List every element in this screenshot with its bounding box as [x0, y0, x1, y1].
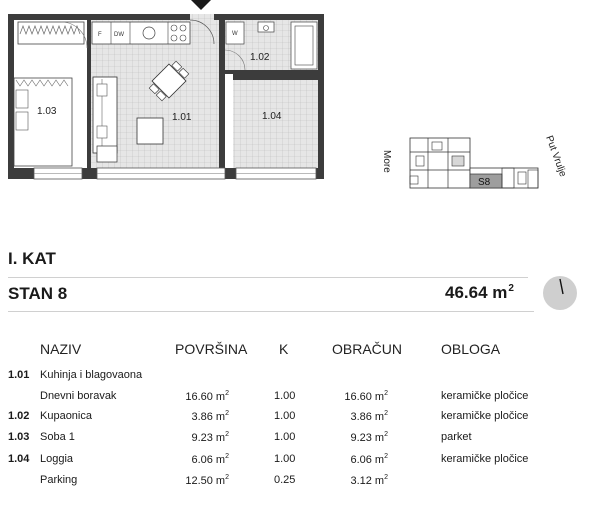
- table-row: [0, 410, 599, 430]
- divider: [8, 311, 534, 312]
- svg-text:1.02: 1.02: [250, 52, 270, 63]
- cell-area: 9.23 $m^2$: [191, 431, 229, 444]
- unit-title: STAN 8: [8, 284, 68, 303]
- table-row: [0, 369, 599, 389]
- cell-k: 0.25: [274, 474, 296, 486]
- col-header-finish: OBLOGA: [441, 341, 501, 357]
- keyplan-unit-label: S8: [478, 177, 491, 188]
- cell-room-number: 1.03: [8, 431, 30, 443]
- cell-calc: 3.86 $m^2$: [350, 410, 388, 423]
- cell-finish: keramičke pločice: [441, 410, 529, 422]
- table-row: [0, 474, 599, 494]
- cell-calc: 3.12 $m^2$: [350, 474, 388, 487]
- svg-text:1.01: 1.01: [172, 112, 192, 123]
- cell-area: 16.60 $m^2$: [185, 390, 229, 403]
- dishwasher-label: DW: [114, 32, 124, 38]
- floor-plan: [0, 0, 599, 235]
- divider: [8, 277, 528, 278]
- cell-room-name: Parking: [40, 474, 78, 486]
- cell-k: 1.00: [274, 410, 296, 422]
- table-row: [0, 453, 599, 473]
- key-plan: [381, 134, 568, 188]
- cell-room-number: 1.04: [8, 453, 30, 465]
- direction-sea: More: [381, 150, 392, 173]
- col-header-name: NAZIV: [40, 341, 82, 357]
- cell-calc: 9.23 $m^2$: [350, 431, 388, 444]
- floor-label: I. KAT: [8, 249, 56, 268]
- table-row: [0, 390, 599, 410]
- cell-k: 1.00: [274, 431, 296, 443]
- cell-finish: parket: [441, 431, 472, 443]
- cell-calc: 16.60 $m^2$: [344, 390, 388, 403]
- cell-finish: keramičke pločice: [441, 453, 529, 465]
- col-header-calc: OBRAČUN: [332, 341, 403, 357]
- cell-room-name: Kuhinja i blagovaona: [40, 369, 143, 381]
- entrance-arrow: [191, 0, 211, 10]
- cell-k: 1.00: [274, 453, 296, 465]
- table-row: [0, 431, 599, 451]
- cell-room-name: Loggia: [40, 453, 74, 465]
- room-1.04: [233, 80, 318, 168]
- unit-area: 46.64 $m^2$: [445, 283, 514, 302]
- col-header-k: K: [279, 341, 289, 357]
- fridge-label: F: [98, 32, 102, 38]
- cell-room-name: Dnevni boravak: [40, 390, 117, 402]
- cell-room-name: Kupaonica: [40, 410, 92, 422]
- orientation-indicator: [543, 276, 577, 310]
- cell-finish: keramičke pločice: [441, 390, 529, 402]
- cell-room-number: 1.02: [8, 410, 30, 422]
- washer-label: W: [232, 31, 238, 37]
- cell-room-number: 1.01: [8, 369, 30, 381]
- svg-text:1.04: 1.04: [262, 111, 282, 122]
- col-header-area: POVRŠINA: [175, 341, 248, 357]
- cell-room-name: Soba 1: [40, 431, 75, 443]
- cell-area: 6.06 $m^2$: [191, 453, 229, 466]
- svg-text:1.03: 1.03: [37, 106, 57, 117]
- orientation-needle-icon: [543, 276, 577, 310]
- cell-area: 12.50 $m^2$: [185, 474, 229, 487]
- cell-calc: 6.06 $m^2$: [350, 453, 388, 466]
- cell-k: 1.00: [274, 390, 296, 402]
- direction-road: Put Vrulje: [543, 134, 569, 179]
- cell-area: 3.86 $m^2$: [191, 410, 229, 423]
